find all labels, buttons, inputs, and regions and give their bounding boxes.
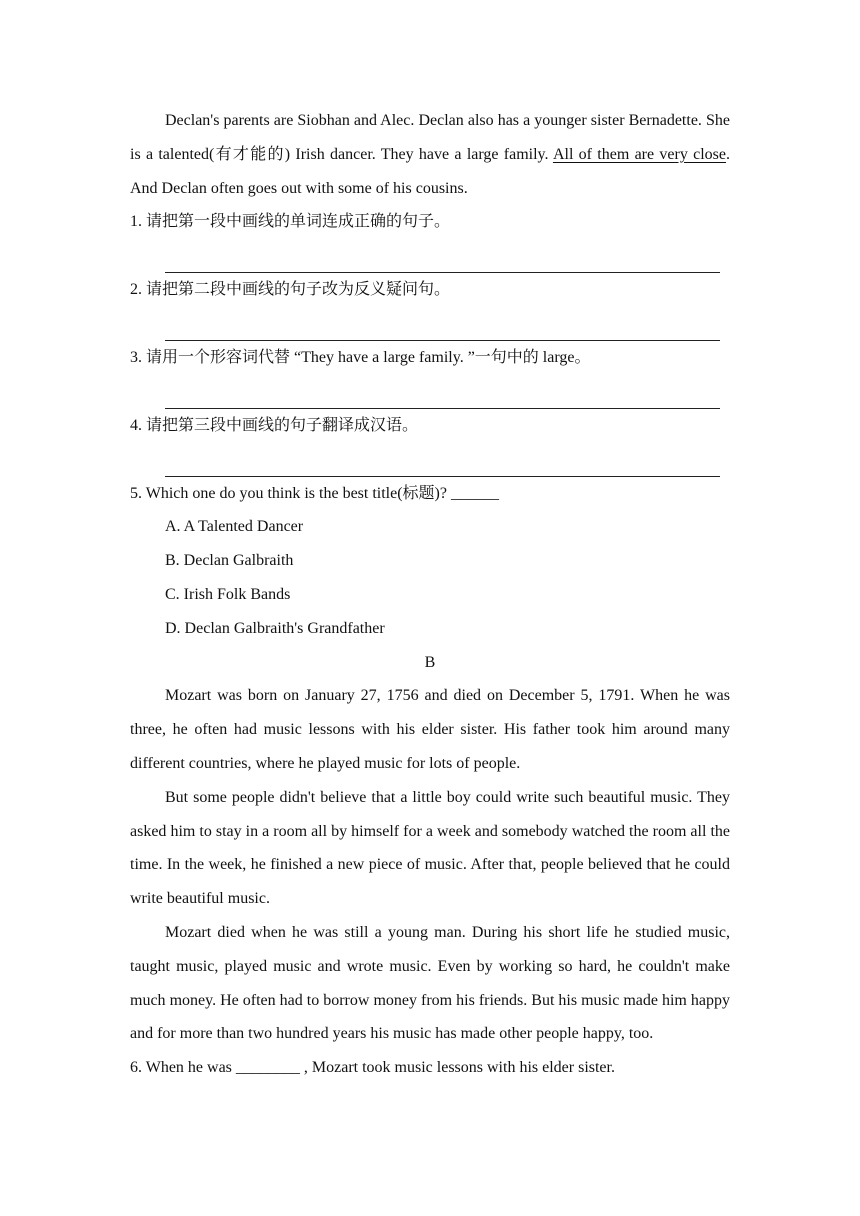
option-b[interactable]: B. Declan Galbraith xyxy=(165,552,294,570)
question-2: 2. 请把第二段中画线的句子改为反义疑问句。 xyxy=(130,281,451,299)
underlined-sentence: All of them are very close xyxy=(552,145,726,163)
answer-line-3[interactable] xyxy=(165,375,720,409)
passage-b-paragraph-1: Mozart was born on January 27, 1756 and died on December 5, 1791. When he was three, he often had music lessons with his elder sister. His father took him around many different countries, where he played music for lots of people. xyxy=(130,687,730,772)
question-5: 5. Which one do you think is the best title(标题)? ______ xyxy=(130,484,499,502)
passage-a-paragraph xyxy=(130,104,730,205)
passage-text: Declan's parents are Siobhan and Alec. Declan also has a younger sister Bernadette. She is a talented(有才能的) Irish dancer. They have a large family. xyxy=(130,112,730,163)
section-heading: B xyxy=(424,653,436,671)
passage-b-paragraph-3: Mozart died when he was still a young man. During his short life he studied music, taught music, played music and wrote music. Even by working so hard, he couldn't make much money. He often had to borrow money from his friends. But his music made him happy and for more than two hundred years his music has made other people happy, too. xyxy=(130,923,730,1043)
question-1: 1. 请把第一段中画线的单词连成正确的句子。 xyxy=(130,213,451,231)
option-d[interactable]: D. Declan Galbraith's Grandfather xyxy=(165,619,385,637)
question-4: 4. 请把第三段中画线的句子翻译成汉语。 xyxy=(130,416,419,434)
option-c[interactable]: C. Irish Folk Bands xyxy=(165,585,291,603)
question-3: 3. 请用一个形容词代替 “They have a large family. ”一句中的 large。 xyxy=(130,348,591,366)
document-page xyxy=(130,104,730,1085)
option-a[interactable]: A. A Talented Dancer xyxy=(165,518,304,536)
passage-text: . And Declan often goes out with some of his cousins. xyxy=(130,145,730,197)
passage-b-paragraph-2: But some people didn't believe that a little boy could write such beautiful music. They asked him to stay in a room all by himself for a week and somebody watched the room all the time. In the week, he finished a new piece of music. After that, people believed that he could write beautiful music. xyxy=(130,788,730,908)
question-6: 6. When he was ________ , Mozart took music lessons with his elder sister. xyxy=(130,1059,615,1077)
answer-line-2[interactable] xyxy=(165,307,720,341)
answer-line-4[interactable] xyxy=(165,443,720,477)
answer-line-1[interactable] xyxy=(165,239,720,273)
